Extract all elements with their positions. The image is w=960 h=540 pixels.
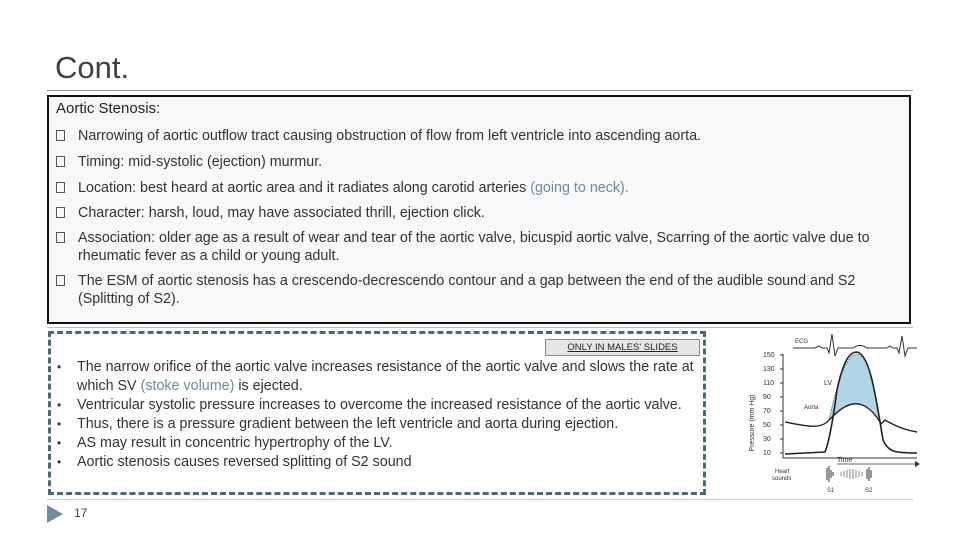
item-text-end: is ejected. (234, 378, 303, 394)
section-heading: Aortic Stenosis: (56, 100, 161, 117)
footer-divider (47, 499, 913, 500)
y-tick: 150 (763, 352, 775, 359)
bullet-text: Association: older age as a result of wear and tear of the aortic valve, bicuspid aortic valve, Scarring of the aortic valve due to rheumatic fever as a child or young adult. (78, 230, 870, 264)
list-item (57, 453, 707, 472)
list-item (57, 396, 707, 415)
bullet-dot-icon: • (57, 360, 62, 374)
bullet-association (56, 229, 902, 265)
time-label: Time (837, 457, 853, 464)
bullet-dot-icon: • (57, 455, 62, 469)
bullet-text: Character: harsh, loud, may have associated thrill, ejection click. (78, 205, 485, 221)
y-axis-label: Pressure (mm Hg) (749, 394, 756, 452)
bullet-text: Timing: mid-systolic (ejection) murmur. (78, 154, 323, 170)
bullet-note: (going to neck). (530, 180, 629, 196)
aorta-label: Aorta (804, 405, 819, 411)
bullet-timing (56, 153, 902, 171)
aortic-stenosis-bullets (56, 127, 902, 308)
bullet-definition (56, 127, 902, 145)
bullet-dot-icon: • (57, 417, 62, 431)
y-tick: 10 (763, 450, 771, 457)
item-text: The narrow orifice of the aortic valve increases resistance of the aortic valve and slows the rate at which SV (77, 359, 694, 394)
item-text: Thus, there is a pressure gradient between the left ventricle and aorta during ejection. (77, 416, 619, 432)
y-tick: 130 (763, 366, 775, 373)
pathophysiology-list (57, 358, 707, 472)
y-tick: 70 (763, 408, 771, 415)
bullet-box-icon (56, 207, 65, 218)
slide-title: Cont. (55, 50, 130, 85)
bullet-box-icon (56, 130, 65, 141)
heart-sounds-label: Heart sounds (772, 469, 792, 482)
bullet-box-icon (56, 232, 65, 243)
males-slides-tag: ONLY IN MALES' SLIDES (545, 339, 700, 356)
item-note: (stoke volume) (140, 378, 235, 394)
bullet-box-icon (56, 182, 65, 193)
bullet-text: Location: best heard at aortic area and it radiates along carotid arteries (78, 180, 531, 196)
bullet-esm-contour (56, 272, 902, 308)
y-tick: 50 (763, 422, 771, 429)
bullet-dot-icon: • (57, 436, 62, 450)
ecg-label: ECG (795, 339, 809, 345)
y-tick: 30 (763, 436, 771, 443)
s2-label: S2 (865, 488, 873, 494)
bullet-location (56, 179, 902, 197)
y-tick: 110 (763, 380, 775, 387)
bullet-text: Narrowing of aortic outflow tract causing obstruction of flow from left ventricle into ascending aorta. (78, 128, 702, 144)
s1-label: S1 (827, 488, 835, 494)
y-tick: 90 (763, 394, 771, 401)
bullet-dot-icon: • (57, 398, 62, 412)
pressure-diagram (745, 330, 920, 500)
list-item (57, 415, 707, 434)
bullet-box-icon (56, 156, 65, 167)
list-item (57, 358, 707, 396)
item-text: Ventricular systolic pressure increases to overcome the increased resistance of the aortic valve. (77, 397, 682, 413)
page-number: 17 (74, 506, 88, 520)
bullet-character (56, 204, 902, 222)
next-slide-arrow-icon[interactable] (47, 505, 63, 523)
list-item (57, 434, 707, 453)
bullet-box-icon (56, 275, 65, 286)
item-text: AS may result in concentric hypertrophy of the LV. (77, 435, 393, 451)
lv-label: LV (824, 380, 833, 387)
bullet-text: The ESM of aortic stenosis has a crescendo-decrescendo contour and a gap between the end of the audible sound and S2 (Splitting of S2). (78, 273, 856, 307)
item-text: Aortic stenosis causes reversed splitting of S2 sound (77, 454, 412, 470)
